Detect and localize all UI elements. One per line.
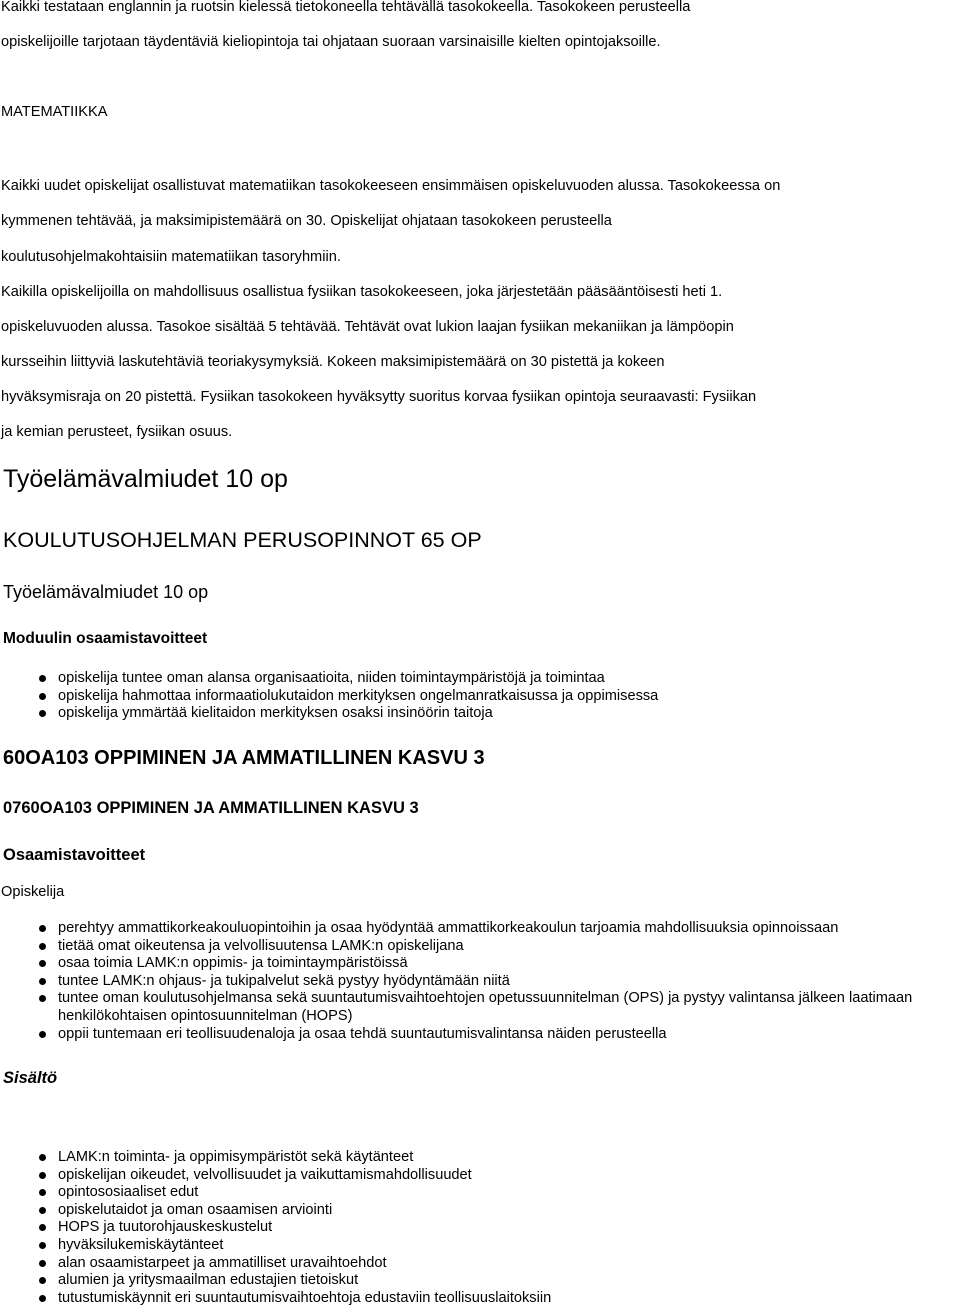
heading-tyoelamavalmiudet-sub: Työelämävalmiudet 10 op xyxy=(3,582,209,602)
physics-line-2: opiskeluvuoden alussa. Tasokoe sisältää 5 tehtävää. Tehtävät ovat lukion laajan fysiikan mekaniikan ja lämpöopin xyxy=(1,319,734,335)
bullet-icon xyxy=(39,1172,46,1179)
bullet-icon xyxy=(39,943,46,950)
bullet-icon xyxy=(39,710,46,717)
goals-heading: Osaamistavoitteet xyxy=(3,846,146,864)
bullet-icon xyxy=(39,1224,46,1231)
list-item: opintososiaaliset edut xyxy=(0,1184,958,1202)
list-item: opiskelija hahmottaa informaatiolukutaidon merkityksen ongelmanratkaisussa ja oppimisessa xyxy=(0,688,958,706)
list-item: alumien ja yritysmaailman edustajien tietoiskut xyxy=(0,1272,958,1290)
heading-perusopinnot: KOULUTUSOHJELMAN PERUSOPINNOT 65 OP xyxy=(3,528,482,552)
bullet-icon xyxy=(39,1242,46,1249)
bullet-icon xyxy=(39,978,46,985)
list-item: opiskelija tuntee oman alansa organisaatioita, niiden toimintaympäristöjä ja toimintaa xyxy=(0,670,958,688)
list-item: HOPS ja tuutorohjauskeskustelut xyxy=(0,1219,958,1237)
math-line-2: kymmenen tehtävää, ja maksimipistemäärä on 30. Opiskelijat ohjataan tasokokeen perusteella xyxy=(1,213,612,229)
list-item: tuntee oman koulutusohjelmansa sekä suuntautumisvaihtoehtojen opetussuunnitelman (OPS) ja pystyy valintansa jälkeen laatimaan henkilökohtaisen opintosuunnitelman (HOPS) xyxy=(0,990,958,1025)
bullet-icon xyxy=(39,1031,46,1038)
list-item: oppii tuntemaan eri teollisuudenaloja ja osaa tehdä suuntautumisvalintansa näiden perusteella xyxy=(0,1026,958,1044)
course-content-list xyxy=(0,1149,958,1307)
course-subtitle: 0760OA103 OPPIMINEN JA AMMATILLINEN KASVU 3 xyxy=(3,799,419,817)
bullet-icon xyxy=(39,960,46,967)
math-heading: MATEMATIIKKA xyxy=(1,104,108,120)
bullet-icon xyxy=(39,693,46,700)
list-item: perehtyy ammattikorkeakouluopintoihin ja osaa hyödyntää ammattikorkeakoulun tarjoamia mahdollisuuksia opinnoissaan xyxy=(0,920,958,938)
list-item: tietää omat oikeutensa ja velvollisuutensa LAMK:n opiskelijana xyxy=(0,938,958,956)
physics-line-5: ja kemian perusteet, fysiikan osuus. xyxy=(1,424,233,440)
math-line-1: Kaikki uudet opiskelijat osallistuvat matematiikan tasokokeeseen ensimmäisen opiskeluvuoden alussa. Tasokokeessa on xyxy=(1,178,781,194)
goals-intro: Opiskelija xyxy=(1,884,65,900)
intro-line-1: Kaikki testataan englannin ja ruotsin kielessä tietokoneella tehtävällä tasokokeella. Tasokokeen perusteella xyxy=(1,0,691,15)
list-item: osaa toimia LAMK:n oppimis- ja toimintaympäristöissä xyxy=(0,955,958,973)
content-heading: Sisältö xyxy=(3,1069,58,1087)
physics-line-4: hyväksymisraja on 20 pistettä. Fysiikan tasokokeen hyväksytty suoritus korvaa fysiikan opintoja seuraavasti: Fysiikan xyxy=(1,389,757,405)
intro-line-2: opiskelijoille tarjotaan täydentäviä kieliopintoja tai ohjataan suoraan varsinaisille kielten opintojaksoille. xyxy=(1,34,661,50)
module-goals-list xyxy=(0,670,958,723)
list-item: LAMK:n toiminta- ja oppimisympäristöt sekä käytänteet xyxy=(0,1149,958,1167)
list-item: alan osaamistarpeet ja ammatilliset uravaihtoehdot xyxy=(0,1255,958,1273)
heading-moduulin-osaamistavoitteet: Moduulin osaamistavoitteet xyxy=(3,630,208,647)
bullet-icon xyxy=(39,1154,46,1161)
bullet-icon xyxy=(39,995,46,1002)
list-item: hyväksilukemiskäytänteet xyxy=(0,1237,958,1255)
bullet-icon xyxy=(39,1189,46,1196)
bullet-icon xyxy=(39,675,46,682)
physics-line-1: Kaikilla opiskelijoilla on mahdollisuus osallistua fysiikan tasokokeeseen, joka järjestetään pääsääntöisesti heti 1. xyxy=(1,284,723,300)
course-title: 60OA103 OPPIMINEN JA AMMATILLINEN KASVU 3 xyxy=(3,747,485,769)
heading-tyoelamavalmiudet-main: Työelämävalmiudet 10 op xyxy=(3,465,288,493)
bullet-icon xyxy=(39,1260,46,1267)
list-item: tuntee LAMK:n ohjaus- ja tukipalvelut sekä pystyy hyödyntämään niitä xyxy=(0,973,958,991)
bullet-icon xyxy=(39,1295,46,1302)
math-line-3: koulutusohjelmakohtaisiin matematiikan tasoryhmiin. xyxy=(1,249,341,265)
course-goals-list xyxy=(0,920,958,1043)
bullet-icon xyxy=(39,925,46,932)
list-item: opiskelija ymmärtää kielitaidon merkityksen osaksi insinöörin taitoja xyxy=(0,705,958,723)
bullet-icon xyxy=(39,1207,46,1214)
bullet-icon xyxy=(39,1277,46,1284)
list-item: opiskelijan oikeudet, velvollisuudet ja vaikuttamismahdollisuudet xyxy=(0,1167,958,1185)
physics-line-3: kursseihin liittyviä laskutehtäviä teoriakysymyksiä. Kokeen maksimipistemäärä on 30 pistettä ja kokeen xyxy=(1,354,665,370)
list-item: tutustumiskäynnit eri suuntautumisvaihtoehtoja edustaviin teollisuuslaitoksiin xyxy=(0,1290,958,1308)
list-item: opiskelutaidot ja oman osaamisen arviointi xyxy=(0,1202,958,1220)
